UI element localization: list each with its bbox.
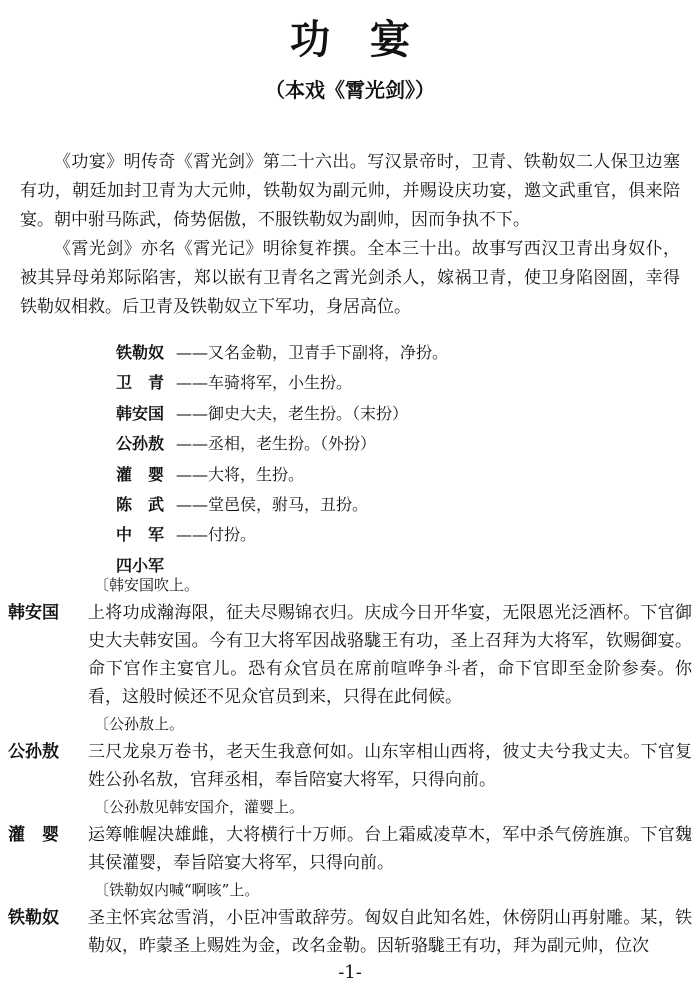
script-section <box>8 572 692 960</box>
stage-direction: 〔铁勒奴内喊“啊咳”上。 <box>94 881 260 899</box>
cast-name: 陈 武 <box>116 494 165 514</box>
speech-text: 三尺龙泉万卷书，老天生我意何如。山东宰相山西将，彼丈夫兮我丈夫。下官复姓公孙名敖，官拜丞相，奉旨陪宴大将军，只得向前。 <box>88 742 692 790</box>
cast-row <box>116 368 448 398</box>
cast-desc: ——又名金勒，卫青手下副将，净扮。 <box>176 343 449 362</box>
cast-row <box>116 490 448 520</box>
cast-name: 韩安国 <box>116 403 165 423</box>
cast-name: 中 军 <box>116 525 165 545</box>
speech-block <box>8 904 692 960</box>
cast-row <box>116 399 448 429</box>
speech-block <box>8 821 692 877</box>
cast-desc: ——大将，生扮。 <box>176 464 305 484</box>
speech-text: 运筹帷幄决雄雌，大将横行十万师。台上霜威凌草木，军中杀气傍旌旗。下官魏其侯灌婴，奉旨陪宴大将军，只得向前。 <box>88 825 692 873</box>
cast-name: 卫 青 <box>116 373 165 393</box>
intro-paragraph: 《霄光剑》亦名《霄光记》明徐复祚撰。全本三十出。故事写西汉卫青出身奴仆，被其异母弟郑际陷害，郑以嵌有卫青名之霄光剑杀人，嫁祸卫青，使卫身陷囹圄，幸得铁勒奴相救。后卫青及铁勒奴立下军功，身居高位。 <box>20 239 680 317</box>
speech-text: 圣主怀宾忿雪消，小臣冲雪敢辞劳。匈奴自此知名姓，休傍阴山再射雕。某，铁勒奴，昨蒙圣上赐姓为金，改名金勒。因斩骆駹王有功，拜为副元帅，位次 <box>88 908 692 956</box>
cast-desc: ——丞相，老生扮。（外扮） <box>176 434 377 454</box>
page-title: 功宴 <box>290 17 450 63</box>
speaker-name: 公孙敖 <box>8 742 59 762</box>
cast-row <box>116 429 448 459</box>
cast-desc: ——堂邑侯，驸马，丑扮。 <box>176 494 369 514</box>
speech-block <box>8 599 692 711</box>
speech-block <box>8 738 692 794</box>
cast-name: 铁勒奴 <box>116 343 165 362</box>
speaker-name: 韩安国 <box>8 603 59 623</box>
intro-section <box>20 148 680 322</box>
cast-desc: ——付扮。 <box>176 525 257 545</box>
speaker-name: 铁勒奴 <box>8 908 59 928</box>
page-number: -1- <box>338 962 362 983</box>
cast-list <box>116 338 448 581</box>
cast-row <box>116 460 448 490</box>
stage-direction: 〔韩安国吹上。 <box>94 576 200 594</box>
cast-name: 四小军 <box>116 555 165 575</box>
speech-text: 上将功成瀚海限，征夫尽赐锦衣归。庆成今日开华宴，无限恩光泛酒杯。下官御史大夫韩安国。今有卫大将军因战骆駹王有功，圣上召拜为大将军，钦赐御宴。命下官作主宴官儿。恐有众官员在席前喧哗争斗者，命下官即至金阶参奏。你看，这般时候还不见众官员到来，只得在此伺候。 <box>88 603 692 707</box>
cast-row <box>116 520 448 550</box>
cast-desc: ——车骑将军，小生扮。 <box>176 373 353 393</box>
stage-direction: 〔公孙敖上。 <box>94 715 185 733</box>
stage-direction: 〔公孙敖见韩安国介，灌婴上。 <box>94 798 305 816</box>
cast-row <box>116 338 448 368</box>
speaker-name: 灌 婴 <box>8 825 59 845</box>
page-subtitle: （本戏《霄光剑》） <box>265 78 435 102</box>
intro-paragraph: 《功宴》明传奇《霄光剑》第二十六出。写汉景帝时，卫青、铁勒奴二人保卫边塞有功，朝廷加封卫青为大元帅，铁勒奴为副元帅，并赐设庆功宴，邀文武重官，俱来陪宴。朝中驸马陈武，倚势倨傲，不服铁勒奴为副帅，因而争执不下。 <box>20 152 680 230</box>
cast-name: 公孙敖 <box>116 434 165 454</box>
cast-name: 灌 婴 <box>116 464 165 484</box>
cast-desc: ——御史大夫，老生扮。（末扮） <box>176 403 409 423</box>
